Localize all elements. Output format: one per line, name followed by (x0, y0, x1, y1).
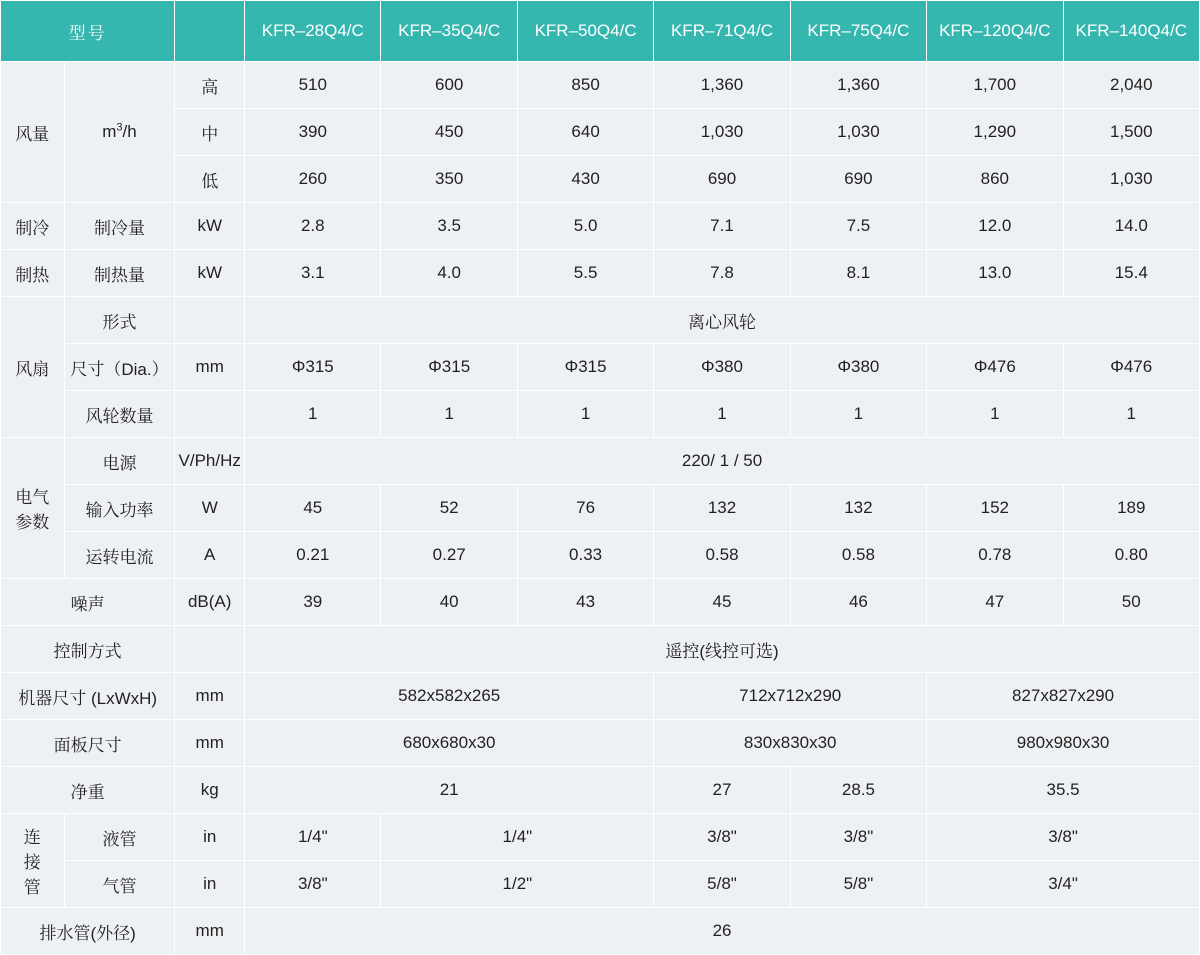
value-airflow-mid-7: 1,500 (1063, 109, 1199, 156)
value-pipe-liquid-1: 1/4" (245, 814, 381, 861)
label-drain: 排水管(外径) (1, 908, 175, 955)
value-fan-size-3: Φ315 (517, 344, 653, 391)
label-noise: 噪声 (1, 579, 175, 626)
value-machine-size-1: 582x582x265 (245, 673, 654, 720)
row-pipe-liquid (1, 814, 1200, 861)
row-net-weight (1, 767, 1200, 814)
header-model-5: KFR–75Q4/C (790, 1, 926, 62)
group-pipes-char3: 管 (23, 878, 41, 897)
row-machine-size (1, 673, 1200, 720)
value-fan-count-5: 1 (790, 391, 926, 438)
label-power-supply: 电源 (64, 438, 175, 485)
row-airflow-mid (1, 109, 1200, 156)
label-airflow-mid: 中 (175, 109, 245, 156)
value-airflow-mid-6: 1,290 (927, 109, 1063, 156)
value-pipe-liquid-5: 3/8" (927, 814, 1200, 861)
value-fan-count-4: 1 (654, 391, 790, 438)
value-pipe-gas-1: 3/8" (245, 861, 381, 908)
value-machine-size-3: 827x827x290 (927, 673, 1200, 720)
value-current-6: 0.78 (927, 532, 1063, 579)
header-model-3: KFR–50Q4/C (517, 1, 653, 62)
value-net-weight-4: 35.5 (927, 767, 1200, 814)
value-noise-2: 40 (381, 579, 517, 626)
value-fan-count-6: 1 (927, 391, 1063, 438)
header-model-1: KFR–28Q4/C (245, 1, 381, 62)
row-fan-count (1, 391, 1200, 438)
group-electrical (1, 438, 65, 579)
group-cooling: 制冷 (1, 203, 65, 250)
label-pipe-liquid: 液管 (64, 814, 175, 861)
value-airflow-high-4: 1,360 (654, 62, 790, 109)
value-fan-count-2: 1 (381, 391, 517, 438)
value-noise-7: 50 (1063, 579, 1199, 626)
label-pipe-gas: 气管 (64, 861, 175, 908)
unit-cooling: kW (175, 203, 245, 250)
value-cooling-2: 3.5 (381, 203, 517, 250)
label-current: 运转电流 (64, 532, 175, 579)
label-cooling-capacity: 制冷量 (64, 203, 175, 250)
header-model-4: KFR–71Q4/C (654, 1, 790, 62)
value-power-supply: 220/ 1 / 50 (245, 438, 1200, 485)
label-input-power: 输入功率 (64, 485, 175, 532)
row-panel-size (1, 720, 1200, 767)
group-fan: 风扇 (1, 297, 65, 438)
group-heating: 制热 (1, 250, 65, 297)
value-input-power-4: 132 (654, 485, 790, 532)
header-unit-blank (175, 1, 245, 62)
group-pipes (1, 814, 65, 908)
unit-heating: kW (175, 250, 245, 297)
label-net-weight: 净重 (1, 767, 175, 814)
value-fan-size-5: Φ380 (790, 344, 926, 391)
row-current (1, 532, 1200, 579)
unit-input-power: W (175, 485, 245, 532)
value-cooling-5: 7.5 (790, 203, 926, 250)
unit-panel-size: mm (175, 720, 245, 767)
value-airflow-low-6: 860 (927, 156, 1063, 203)
unit-fan-type (175, 297, 245, 344)
value-input-power-7: 189 (1063, 485, 1199, 532)
value-panel-size-1: 680x680x30 (245, 720, 654, 767)
value-airflow-high-2: 600 (381, 62, 517, 109)
row-fan-type (1, 297, 1200, 344)
unit-pipe-gas: in (175, 861, 245, 908)
value-fan-size-1: Φ315 (245, 344, 381, 391)
header-model-2: KFR–35Q4/C (381, 1, 517, 62)
value-pipe-liquid-4: 3/8" (790, 814, 926, 861)
value-heating-2: 4.0 (381, 250, 517, 297)
value-cooling-6: 12.0 (927, 203, 1063, 250)
row-power-supply (1, 438, 1200, 485)
value-airflow-low-4: 690 (654, 156, 790, 203)
value-airflow-low-5: 690 (790, 156, 926, 203)
value-airflow-high-5: 1,360 (790, 62, 926, 109)
label-heating-capacity: 制热量 (64, 250, 175, 297)
header-model-7: KFR–140Q4/C (1063, 1, 1199, 62)
value-noise-5: 46 (790, 579, 926, 626)
value-input-power-6: 152 (927, 485, 1063, 532)
value-noise-6: 47 (927, 579, 1063, 626)
value-fan-count-1: 1 (245, 391, 381, 438)
label-airflow-low: 低 (175, 156, 245, 203)
row-airflow-high (1, 62, 1200, 109)
unit-control (175, 626, 245, 673)
unit-airflow (64, 62, 175, 203)
value-airflow-low-2: 350 (381, 156, 517, 203)
label-airflow-high: 高 (175, 62, 245, 109)
value-current-2: 0.27 (381, 532, 517, 579)
value-current-3: 0.33 (517, 532, 653, 579)
row-airflow-low (1, 156, 1200, 203)
unit-current: A (175, 532, 245, 579)
label-control: 控制方式 (1, 626, 175, 673)
value-panel-size-3: 980x980x30 (927, 720, 1200, 767)
header-model-label: 型号 (1, 1, 175, 62)
value-airflow-mid-1: 390 (245, 109, 381, 156)
value-heating-3: 5.5 (517, 250, 653, 297)
value-net-weight-3: 28.5 (790, 767, 926, 814)
row-control (1, 626, 1200, 673)
unit-airflow-text: $m^3/h$ (102, 121, 137, 142)
row-heating (1, 250, 1200, 297)
value-current-7: 0.80 (1063, 532, 1199, 579)
unit-fan-count (175, 391, 245, 438)
value-input-power-5: 132 (790, 485, 926, 532)
label-airflow: 风量 (1, 62, 65, 203)
group-electrical-line2: 参数 (15, 513, 50, 532)
value-airflow-mid-3: 640 (517, 109, 653, 156)
value-fan-size-7: Φ476 (1063, 344, 1199, 391)
value-airflow-low-3: 430 (517, 156, 653, 203)
value-airflow-high-3: 850 (517, 62, 653, 109)
unit-drain: mm (175, 908, 245, 955)
value-cooling-4: 7.1 (654, 203, 790, 250)
value-pipe-liquid-3: 3/8" (654, 814, 790, 861)
value-heating-1: 3.1 (245, 250, 381, 297)
value-noise-1: 39 (245, 579, 381, 626)
value-heating-6: 13.0 (927, 250, 1063, 297)
value-drain: 26 (245, 908, 1200, 955)
value-airflow-mid-4: 1,030 (654, 109, 790, 156)
value-fan-count-3: 1 (517, 391, 653, 438)
unit-pipe-liquid: in (175, 814, 245, 861)
row-drain (1, 908, 1200, 955)
value-machine-size-2: 712x712x290 (654, 673, 927, 720)
group-electrical-line1: 电气 (15, 488, 50, 507)
value-net-weight-1: 21 (245, 767, 654, 814)
group-pipes-char2: 接 (23, 853, 41, 872)
value-pipe-gas-5: 3/4" (927, 861, 1200, 908)
value-pipe-gas-3: 5/8" (654, 861, 790, 908)
unit-noise: dB(A) (175, 579, 245, 626)
header-model-6: KFR–120Q4/C (927, 1, 1063, 62)
value-net-weight-2: 27 (654, 767, 790, 814)
label-fan-count: 风轮数量 (64, 391, 175, 438)
label-fan-type: 形式 (64, 297, 175, 344)
value-fan-type: 离心风轮 (245, 297, 1200, 344)
value-pipe-gas-4: 5/8" (790, 861, 926, 908)
value-fan-size-2: Φ315 (381, 344, 517, 391)
value-control: 遥控(线控可选) (245, 626, 1200, 673)
label-machine-size: 机器尺寸 (LxWxH) (1, 673, 175, 720)
value-pipe-liquid-2: 1/4" (381, 814, 654, 861)
value-airflow-high-1: 510 (245, 62, 381, 109)
unit-fan-size: mm (175, 344, 245, 391)
value-noise-3: 43 (517, 579, 653, 626)
row-input-power (1, 485, 1200, 532)
value-fan-size-4: Φ380 (654, 344, 790, 391)
row-pipe-gas (1, 861, 1200, 908)
value-cooling-1: 2.8 (245, 203, 381, 250)
value-fan-count-7: 1 (1063, 391, 1199, 438)
value-airflow-high-6: 1,700 (927, 62, 1063, 109)
value-heating-5: 8.1 (790, 250, 926, 297)
row-noise (1, 579, 1200, 626)
value-current-4: 0.58 (654, 532, 790, 579)
label-panel-size: 面板尺寸 (1, 720, 175, 767)
value-airflow-high-7: 2,040 (1063, 62, 1199, 109)
label-fan-size: 尺寸（Dia.） (64, 344, 175, 391)
value-fan-size-6: Φ476 (927, 344, 1063, 391)
value-airflow-mid-5: 1,030 (790, 109, 926, 156)
value-panel-size-2: 830x830x30 (654, 720, 927, 767)
unit-machine-size: mm (175, 673, 245, 720)
value-cooling-3: 5.0 (517, 203, 653, 250)
row-fan-size (1, 344, 1200, 391)
value-airflow-low-1: 260 (245, 156, 381, 203)
value-current-5: 0.58 (790, 532, 926, 579)
value-heating-7: 15.4 (1063, 250, 1199, 297)
value-noise-4: 45 (654, 579, 790, 626)
value-airflow-low-7: 1,030 (1063, 156, 1199, 203)
value-airflow-mid-2: 450 (381, 109, 517, 156)
value-input-power-1: 45 (245, 485, 381, 532)
value-heating-4: 7.8 (654, 250, 790, 297)
value-current-1: 0.21 (245, 532, 381, 579)
table-header-row (1, 1, 1200, 62)
unit-power-supply: V/Ph/Hz (175, 438, 245, 485)
value-cooling-7: 14.0 (1063, 203, 1199, 250)
group-pipes-char1: 连 (23, 828, 41, 847)
value-pipe-gas-2: 1/2" (381, 861, 654, 908)
value-input-power-3: 76 (517, 485, 653, 532)
row-cooling (1, 203, 1200, 250)
value-input-power-2: 52 (381, 485, 517, 532)
unit-net-weight: kg (175, 767, 245, 814)
